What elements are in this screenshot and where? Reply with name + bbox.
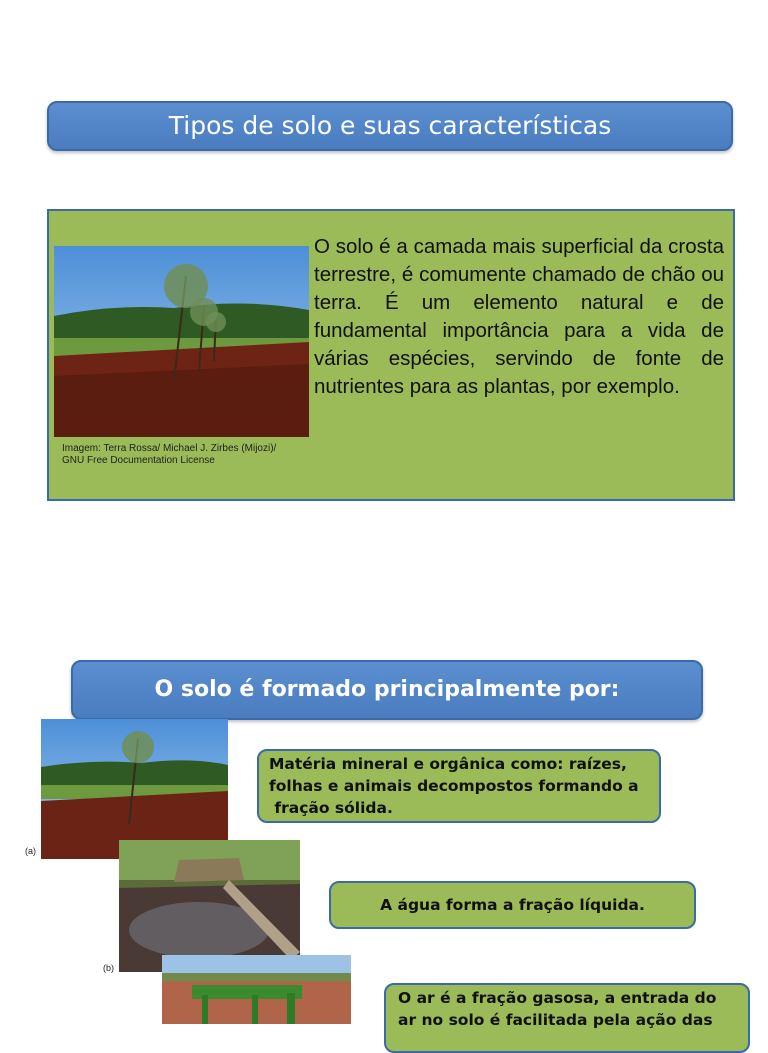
gas-fraction-box — [384, 983, 750, 1053]
gas-fraction-line-2: ar no solo é facilitada pela ação das — [398, 1011, 713, 1029]
solid-fraction-line-2: folhas e animais decompostos formando a — [269, 777, 639, 795]
terra-rossa-photo — [54, 246, 309, 437]
soil-definition-paragraph: O solo é a camada mais superficial da crosta terrestre, é comumente chamado de chão ou terra. É um elemento natural e de fundamental importância para a vida de várias espécies, servindo de fonte de nutrientes para as plantas, por exemplo. — [314, 235, 724, 398]
soil-water-photo-b — [119, 840, 300, 972]
caption-line-2: GNU Free Documentation License — [62, 455, 215, 466]
photo-label-b: (b) — [103, 963, 114, 973]
caption-line-1: Imagem: Terra Rossa/ Michael J. Zirbes (Mijozi)/ — [62, 443, 277, 454]
photo-label-a: (a) — [25, 846, 36, 856]
liquid-fraction-box: A água forma a fração líquida. — [329, 881, 696, 929]
slide-title-types-of-soil: Tipos de solo e suas características — [47, 101, 733, 151]
photo-credit-caption — [62, 443, 312, 467]
tractor-photo-c — [162, 955, 351, 1024]
solid-fraction-line-3: fração sólida. — [269, 799, 393, 817]
solid-fraction-line-1: Matéria mineral e orgânica como: raízes, — [269, 755, 627, 773]
soil-photo-a — [41, 719, 228, 859]
solid-fraction-box — [257, 749, 661, 823]
gas-fraction-line-1: O ar é a fração gasosa, a entrada do — [398, 989, 717, 1007]
slide-title-soil-composition: O solo é formado principalmente por: — [71, 660, 703, 720]
